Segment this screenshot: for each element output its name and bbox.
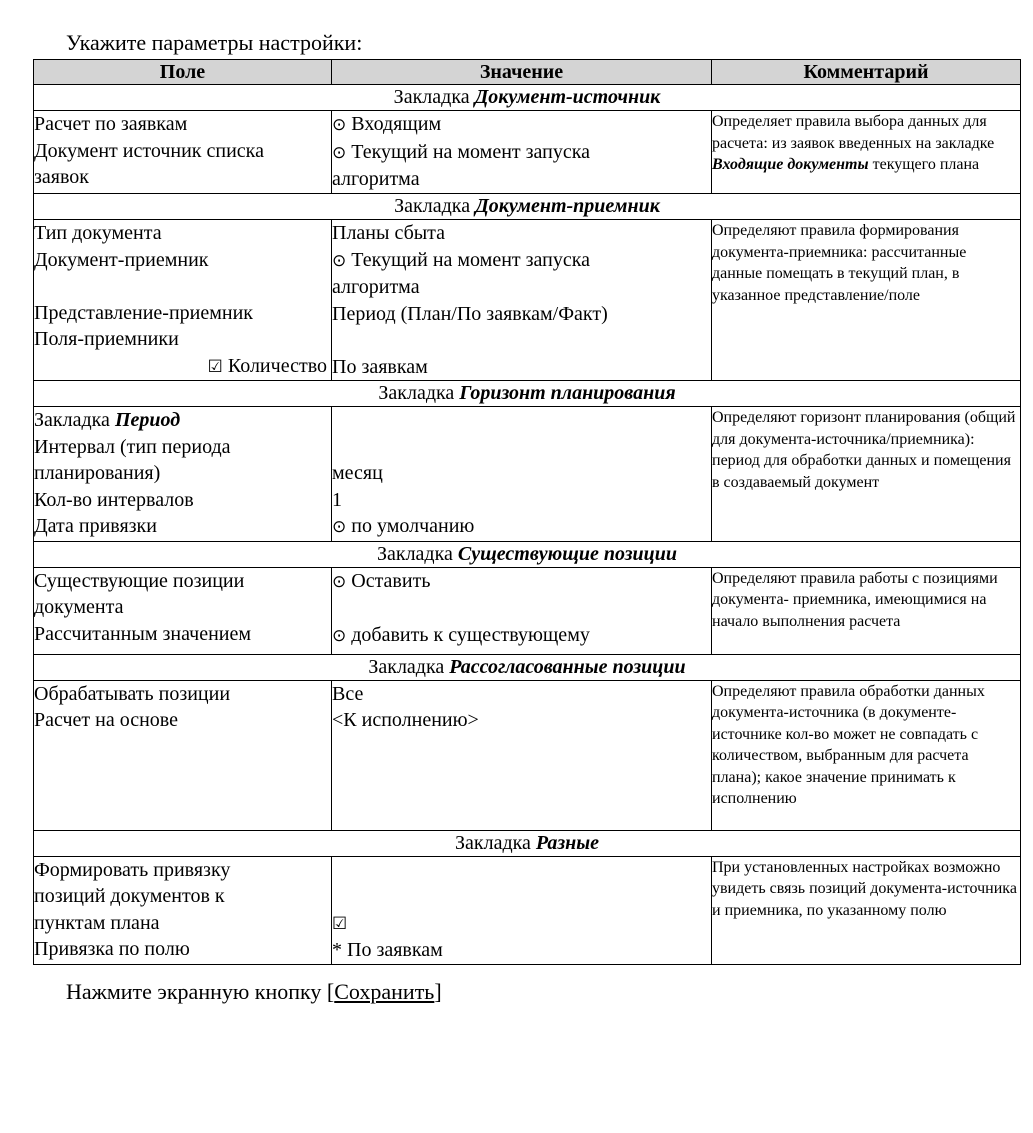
- field-cell: [34, 567, 332, 654]
- value-cell: [332, 220, 712, 381]
- section-name: Рассогласованные позиции: [449, 655, 686, 678]
- value-text: Планы сбыта: [332, 222, 446, 244]
- field-label: Расчет по заявкам: [34, 113, 188, 135]
- checkbox-checked-icon[interactable]: ☑: [207, 356, 223, 377]
- value-cell: [332, 567, 712, 654]
- section-row: [34, 381, 1021, 407]
- column-header-field: Поле: [34, 60, 332, 85]
- field-label: заявок: [34, 166, 89, 188]
- section-row: [34, 541, 1021, 567]
- section-name: Документ-источник: [474, 86, 661, 108]
- checkbox-checked-icon[interactable]: ☑: [332, 913, 348, 934]
- radio-selected-icon[interactable]: ⊙: [332, 571, 347, 592]
- section-row: [34, 830, 1021, 856]
- value-cell: [332, 856, 712, 964]
- value-text: Период (План/По заявкам/Факт): [332, 302, 608, 325]
- field-label: Представление-приемник: [34, 301, 254, 324]
- value-text: алгоритма: [332, 168, 420, 190]
- radio-selected-icon[interactable]: ⊙: [332, 250, 347, 271]
- comment-emphasis: Входящие документы: [712, 156, 869, 173]
- radio-selected-icon[interactable]: ⊙: [332, 115, 347, 135]
- section-row: [34, 194, 1021, 220]
- value-text: по умолчанию: [351, 515, 475, 537]
- field-label: Расчет на основе: [34, 709, 179, 731]
- section-prefix: Закладка: [368, 655, 445, 678]
- section-title-misc: [34, 830, 1021, 856]
- table-row: [34, 407, 1021, 542]
- value-text: Текущий на момент запуска: [351, 248, 591, 271]
- field-label: Документ источник списка: [34, 139, 264, 162]
- field-label: Привязка по полю: [34, 938, 190, 960]
- section-name: Разные: [535, 831, 600, 854]
- field-label: Кол-во интервалов: [34, 488, 194, 511]
- value-text: По заявкам: [332, 355, 428, 378]
- value-cell: [332, 680, 712, 830]
- field-label: Поля-приемники: [34, 328, 179, 350]
- table-row: [34, 111, 1021, 194]
- value-text: Все: [332, 682, 364, 705]
- value-text: <К исполнению>: [332, 709, 479, 731]
- section-title-existing: [34, 541, 1021, 567]
- table-row: [34, 220, 1021, 381]
- header-row: [34, 60, 1021, 85]
- radio-selected-icon[interactable]: ⊙: [332, 142, 347, 163]
- field-label: пунктам плана: [34, 911, 160, 934]
- section-name: Документ-приемник: [475, 195, 660, 217]
- field-cell: [34, 856, 332, 964]
- comment-cell: Определяют правила формирования документа-приемника: рассчитанные данные помещать в текущий план, в указанное представление/поле: [712, 220, 1021, 381]
- section-prefix: Закладка: [394, 195, 471, 217]
- section-title-mismatched: [34, 654, 1021, 680]
- section-row: [34, 654, 1021, 680]
- comment-text: Определяет правила выбора данных для расчета: из заявок введенных на закладке: [712, 113, 995, 152]
- field-label: документа: [34, 596, 124, 618]
- outro-prefix: Нажмите экранную кнопку [: [66, 979, 335, 1004]
- section-row: [34, 85, 1021, 111]
- column-header-value: Значение: [332, 60, 712, 85]
- field-label: Интервал (тип периода: [34, 435, 231, 458]
- value-cell: [332, 111, 712, 194]
- outro-suffix: ]: [434, 979, 442, 1004]
- value-text: Оставить: [351, 569, 431, 592]
- radio-selected-icon[interactable]: ⊙: [332, 517, 347, 537]
- comment-cell: Определяют правила обработки данных документа-источника (в документе-источнике кол-во может не совпадать с количеством, выбранным для расчета плана); какое значение принимать к исполнению: [712, 680, 1021, 830]
- field-cell: [34, 111, 332, 194]
- field-label: Тип документа: [34, 222, 162, 244]
- section-title-horizon: [34, 381, 1021, 407]
- value-text: алгоритма: [332, 276, 420, 298]
- field-label: планирования): [34, 462, 161, 484]
- table-row: [34, 680, 1021, 830]
- value-text: месяц: [332, 462, 383, 484]
- section-name: Существующие позиции: [457, 542, 678, 565]
- outro-text: [66, 977, 442, 1007]
- value-text: Входящим: [351, 113, 442, 135]
- comment-cell: Определяют горизонт планирования (общий для документа-источника/приемника): период для обработки данных и помещения в создаваемый документ: [712, 407, 1021, 542]
- intro-text: Укажите параметры настройки:: [66, 30, 363, 55]
- value-text: добавить к существующему: [351, 623, 590, 646]
- table-row: [34, 856, 1021, 964]
- field-label: позиций документов к: [34, 885, 225, 907]
- field-label: Рассчитанным значением: [34, 622, 252, 645]
- field-label: Количество: [227, 354, 327, 377]
- field-label: Закладка: [34, 409, 115, 431]
- section-prefix: Закладка: [393, 86, 470, 108]
- field-label-emphasis: Период: [114, 409, 181, 431]
- radio-selected-icon[interactable]: ⊙: [332, 625, 347, 646]
- value-text: Текущий на момент запуска: [351, 140, 591, 163]
- comment-cell: [712, 111, 1021, 194]
- section-prefix: Закладка: [376, 542, 453, 565]
- section-name: Горизонт планирования: [459, 382, 676, 404]
- value-text: * По заявкам: [332, 939, 443, 961]
- column-header-comment: Комментарий: [712, 60, 1021, 85]
- section-title-receiver: [34, 194, 1021, 220]
- field-label: Документ-приемник: [34, 248, 209, 271]
- section-title-source: [34, 85, 1021, 111]
- comment-cell: При установленных настройках возможно увидеть связь позиций документа-источника и приемника, по указанному полю: [712, 856, 1021, 964]
- field-label: Формировать привязку: [34, 858, 231, 881]
- field-cell: [34, 407, 332, 542]
- value-text: 1: [332, 488, 342, 511]
- comment-text: текущего плана: [868, 156, 980, 173]
- comment-cell: Определяют правила работы с позициями документа- приемника, имеющимися на начало выполнения расчета: [712, 567, 1021, 654]
- section-prefix: Закладка: [454, 831, 531, 854]
- field-cell: [34, 220, 332, 381]
- save-button-reference[interactable]: Сохранить: [334, 979, 435, 1004]
- field-label: Обрабатывать позиции: [34, 682, 231, 705]
- section-prefix: Закладка: [378, 382, 455, 404]
- field-label: Дата привязки: [34, 515, 157, 537]
- value-cell: [332, 407, 712, 542]
- field-cell: [34, 680, 332, 830]
- settings-table: [33, 59, 1021, 965]
- field-label: Существующие позиции: [34, 569, 245, 592]
- table-row: [34, 567, 1021, 654]
